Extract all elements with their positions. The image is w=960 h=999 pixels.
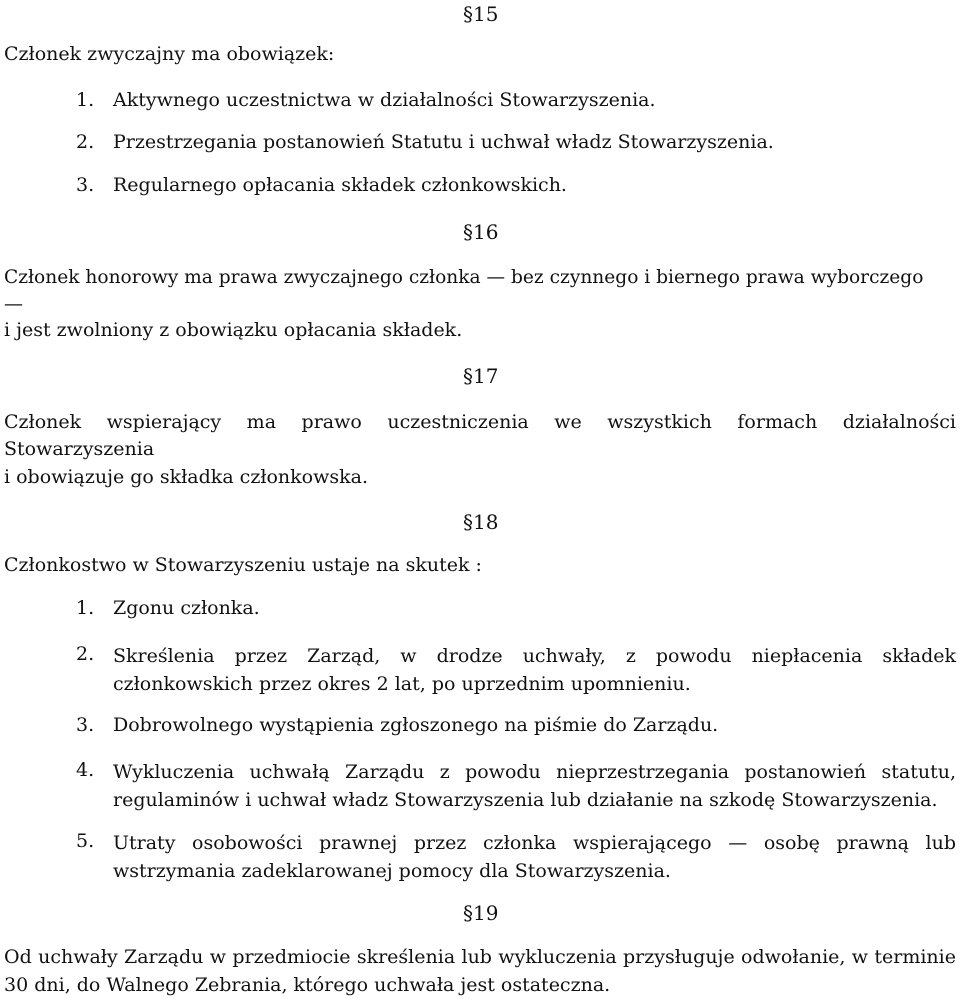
list-item-text: Utraty osobowości prawnej przez członka wspierającego — osobę prawną lub wstrzymania zadeklarowanej pomocy dla Stowarzyszenia.	[113, 832, 956, 882]
section-17-text-line2: Stowarzyszenia	[4, 438, 155, 460]
list-item-number: 4.	[76, 759, 95, 781]
list-item-text: Regularnego opłacania składek członkowskich.	[113, 174, 567, 196]
section-16-text-line2: i jest zwolniony z obowiązku opłacania składek.	[4, 319, 463, 341]
list-item-number: 1.	[76, 597, 95, 619]
section-18-intro: Członkostwo w Stowarzyszeniu ustaje na skutek :	[4, 554, 482, 576]
list-item-number: 1.	[76, 89, 95, 111]
list-item-text: Dobrowolnego wystąpienia zgłoszonego na piśmie do Zarządu.	[113, 714, 719, 736]
section-heading-16: §16	[463, 220, 499, 244]
list-item-number: 3.	[76, 174, 95, 196]
section-heading-17: §17	[463, 364, 499, 388]
section-16-text-line1: Członek honorowy ma prawa zwyczajnego członka — bez czynnego i biernego prawa wyborczego	[4, 267, 924, 288]
section-16-dash: —	[4, 293, 23, 315]
section-heading-19: §19	[463, 901, 499, 925]
section-19-text: Od uchwały Zarządu w przedmiocie skreślenia lub wykluczenia przysługuje odwołanie, w terminie 30 dni, do Walnego Zebrania, którego uchwała jest ostateczna.	[4, 946, 956, 996]
list-item-number: 5.	[76, 830, 95, 852]
list-item-number: 2.	[76, 131, 95, 153]
section-17-text-line1: Członek wspierający ma prawo uczestniczenia we wszystkich formach działalności	[4, 411, 956, 433]
section-heading-18: §18	[463, 510, 499, 534]
list-item-text: Zgonu członka.	[113, 597, 260, 619]
section-15-intro: Członek zwyczajny ma obowiązek:	[4, 43, 335, 65]
list-item-text: Aktywnego uczestnictwa w działalności Stowarzyszenia.	[113, 89, 656, 111]
section-heading-15: §15	[463, 2, 499, 26]
list-item-number: 3.	[76, 714, 95, 736]
list-item-text: Wykluczenia uchwałą Zarządu z powodu nieprzestrzegania postanowień statutu, regulaminów i uchwał władz Stowarzyszenia lub działanie na szkodę Stowarzyszenia.	[113, 761, 956, 811]
list-item-number: 2.	[76, 643, 95, 665]
section-17-text-line3: i obowiązuje go składka członkowska.	[4, 466, 369, 488]
list-item-text: Przestrzegania postanowień Statutu i uchwał władz Stowarzyszenia.	[113, 131, 774, 153]
list-item-text: Skreślenia przez Zarząd, w drodze uchwały, z powodu niepłacenia składek członkowskich przez okres 2 lat, po uprzednim upomnieniu.	[113, 645, 956, 695]
